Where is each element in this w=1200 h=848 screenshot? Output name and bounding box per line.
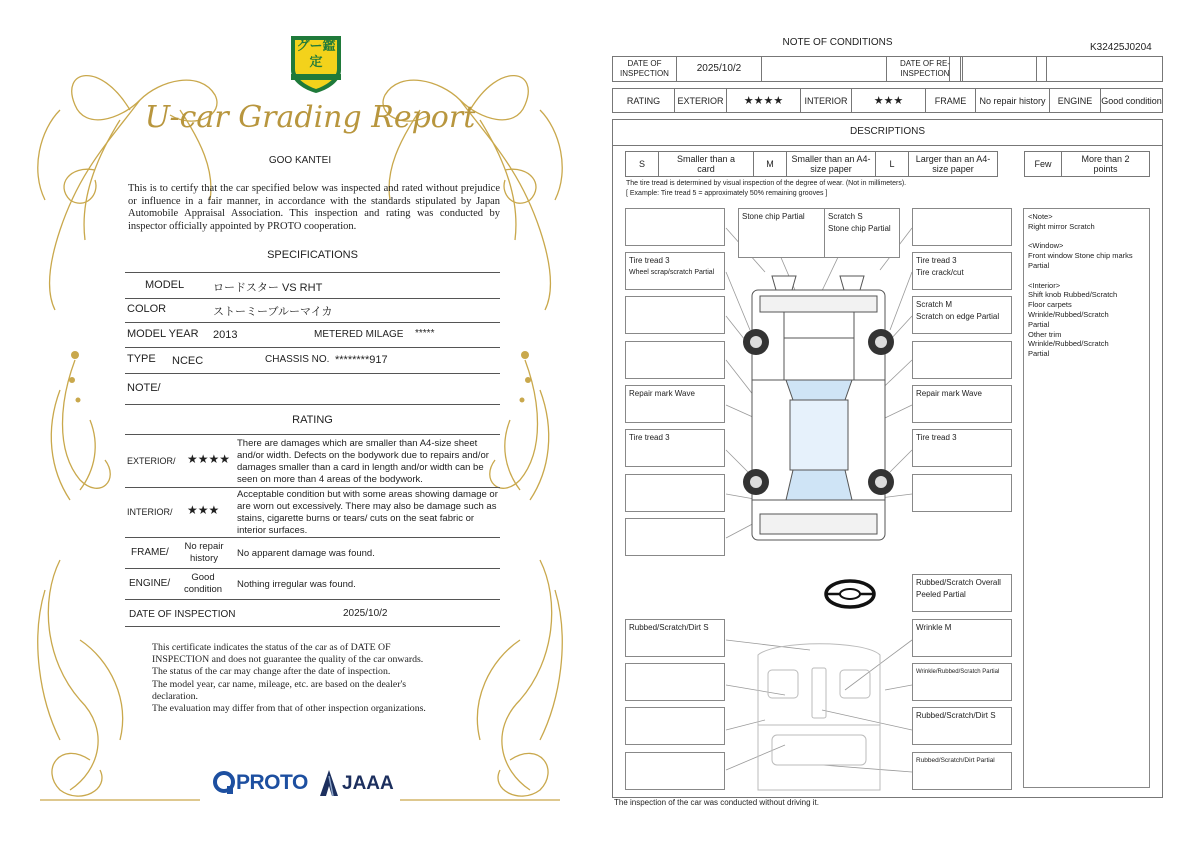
rating-row-frame [125, 538, 500, 569]
legend-few: Few [1024, 151, 1062, 177]
date-of-inspection-label: DATE OF INSPECTION [612, 56, 677, 82]
badge-text: グー鑑定 [296, 38, 336, 69]
footer-line: The evaluation may differ from that of other inspection organizations. [152, 703, 426, 715]
color-value: ストーミーブルーマイカ [213, 306, 333, 318]
model-year-value: 2013 [213, 329, 238, 341]
model-value: ロードスター VS RHT [213, 282, 323, 294]
model-label: MODEL [145, 279, 185, 291]
engine-description: Nothing irregular was found. [237, 579, 356, 590]
date-of-inspection-value: 2025/10/2 [676, 56, 762, 82]
proto-logo-text: PROTO [236, 771, 308, 794]
frame-value: No repair history [184, 541, 224, 564]
date-of-inspection-value: 2025/10/2 [343, 608, 388, 619]
chassis-value: ********917 [335, 354, 388, 366]
notes-box: <Note> Right mirror Scratch <Window> Front window Stone chip marks Partial <Interior> Shift knob Rubbed/Scratch Floor carpets Wrinkle/Rubbed/Scratch Partial Other trim Wrinkle/Rubbed/Scratch Partial [1023, 208, 1150, 788]
legend-few-desc: More than 2 points [1061, 151, 1150, 177]
model-year-label: MODEL YEAR [127, 328, 199, 340]
spec-row-note [125, 374, 500, 405]
frame-label: FRAME/ [131, 547, 169, 558]
color-label: COLOR [127, 303, 167, 315]
certificate-subtitle: GOO KANTEI [268, 155, 332, 166]
frame-description: No apparent damage was found. [237, 548, 375, 559]
condition-box: Repair mark Wave [625, 385, 725, 423]
rating-row-date [125, 600, 500, 627]
tread-note-1: The tire tread is determined by visual inspection of the degree of wear. (Not in millimeters). [626, 180, 907, 187]
condition-box: Stone chip Partial [738, 208, 825, 258]
legend-s: S [625, 151, 659, 177]
engine-label: ENGINE/ [129, 578, 171, 589]
spec-row-year [125, 323, 500, 348]
rating-row-interior [125, 487, 500, 538]
sheet-footer: The inspection of the car was conducted without driving it. [614, 798, 819, 807]
condition-box [625, 341, 725, 379]
condition-box [625, 663, 725, 701]
condition-box [625, 518, 725, 556]
proto-logo-icon [212, 770, 236, 796]
condition-box: Tire tread 3 Wheel scrap/scratch Partial [625, 252, 725, 290]
mileage-value: ***** [415, 328, 435, 339]
footer-line: This certificate indicates the status of the car as of DATE OF [152, 642, 391, 653]
frame-label: FRAME [925, 88, 976, 113]
condition-box [912, 341, 1012, 379]
note-of-conditions-sheet [600, 0, 1200, 848]
engine-label: ENGINE [1049, 88, 1101, 113]
spec-row-type [125, 348, 500, 374]
footer-line: INSPECTION and does not guarantee the quality of the car onwards. [152, 654, 424, 666]
exterior-description: There are damages which are smaller than A4-size sheet and/or width. Defects on the bodywork due to repairs and/or damages smaller than a card in length and/or width can be seen on more than 4 areas of the bodywork. [237, 438, 489, 485]
rating-row-engine [125, 569, 500, 600]
condition-box [625, 752, 725, 790]
certificate-footer [152, 642, 482, 715]
tread-note-2: [ Example: Tire tread 5 = approximately 50% remaining grooves ] [626, 190, 828, 197]
certificate-title: U-car Grading Report [144, 100, 476, 135]
footer-line: The model year, car name, mileage, etc. are based on the dealer's [152, 678, 407, 690]
frame-value: No repair history [975, 88, 1050, 113]
mileage-label: METERED MILAGE [314, 329, 404, 340]
interior-stars: ★★★ [187, 503, 220, 517]
condition-box [625, 208, 725, 246]
rating-heading: RATING [292, 414, 333, 426]
legend-m: M [753, 151, 787, 177]
steering-wheel-icon [826, 581, 874, 607]
jaaa-logo-text: JAAA [342, 773, 394, 794]
condition-box [625, 474, 725, 512]
spec-row-model [125, 272, 500, 299]
interior-label: INTERIOR/ [127, 507, 173, 517]
condition-box [912, 208, 1012, 246]
interior-label: INTERIOR [800, 88, 852, 113]
condition-box: Scratch S Stone chip Partial [824, 208, 900, 258]
engine-value: Good condition [183, 572, 223, 595]
legend-m-desc: Smaller than an A4-size paper [786, 151, 876, 177]
exterior-stars: ★★★★ [187, 452, 231, 466]
type-value: NCEC [172, 355, 204, 367]
exterior-stars: ★★★★ [726, 88, 801, 113]
type-label: TYPE [127, 353, 156, 365]
condition-box: Tire tread 3 [625, 429, 725, 467]
condition-box [625, 296, 725, 334]
condition-box: Tire tread 3 [912, 429, 1012, 467]
exterior-label: EXTERIOR [674, 88, 727, 113]
specifications-heading: SPECIFICATIONS [267, 249, 358, 261]
legend-l-desc: Larger than an A4-size paper [908, 151, 998, 177]
date-of-inspection-label: DATE OF INSPECTION [129, 609, 236, 620]
rating-row-exterior [125, 434, 500, 488]
rating-label: RATING [612, 88, 675, 113]
interior-stars: ★★★ [851, 88, 926, 113]
footer-line: declaration. [152, 690, 198, 702]
condition-box: Rubbed/Scratch/Dirt Partial [912, 752, 1012, 790]
exterior-label: EXTERIOR/ [127, 456, 176, 466]
spec-row-color [125, 298, 500, 323]
certificate-intro: This is to certify that the car specified below was inspected and rated without prejudice or influence in a fair manner, in accordance with the standards stipulated by Japan Automobile Appraisal Association. This inspection and rating was conducted by inspector officially appointed by PROTO cooperation. [128, 183, 500, 232]
condition-box: Rubbed/Scratch Overall Peeled Partial [912, 574, 1012, 612]
engine-value: Good condition [1100, 88, 1163, 113]
condition-box: Tire tread 3 Tire crack/cut [912, 252, 1012, 290]
sheet-title: NOTE OF CONDITIONS [782, 37, 893, 48]
condition-box: Rubbed/Scratch/Dirt S [625, 619, 725, 657]
condition-box: Rubbed/Scratch/Dirt S [912, 707, 1012, 745]
condition-box: Wrinkle M [912, 619, 1012, 657]
chassis-label: CHASSIS NO. [265, 354, 330, 365]
legend-l: L [875, 151, 909, 177]
interior-description: Acceptable condition but with some areas showing damage or are worn out excessively. There may also be damage such as stains, cigarette burns or tears/ cuts on the seat fabric or interior surfaces. [237, 489, 498, 536]
jaaa-logo-icon [318, 768, 340, 798]
footer-line: The status of the car may change after the date of inspection. [152, 666, 391, 678]
legend-s-desc: Smaller than a card [658, 151, 754, 177]
note-label: NOTE/ [127, 382, 161, 394]
descriptions-heading: DESCRIPTIONS [612, 119, 1163, 146]
sheet-code: K32425J0204 [1090, 42, 1152, 53]
condition-box [625, 707, 725, 745]
condition-box: Wrinkle/Rubbed/Scratch Partial [912, 663, 1012, 701]
condition-box: Repair mark Wave [912, 385, 1012, 423]
re-inspection-label: DATE OF RE-INSPECTION [899, 59, 951, 78]
condition-box [912, 474, 1012, 512]
condition-box: Scratch M Scratch on edge Partial [912, 296, 1012, 334]
